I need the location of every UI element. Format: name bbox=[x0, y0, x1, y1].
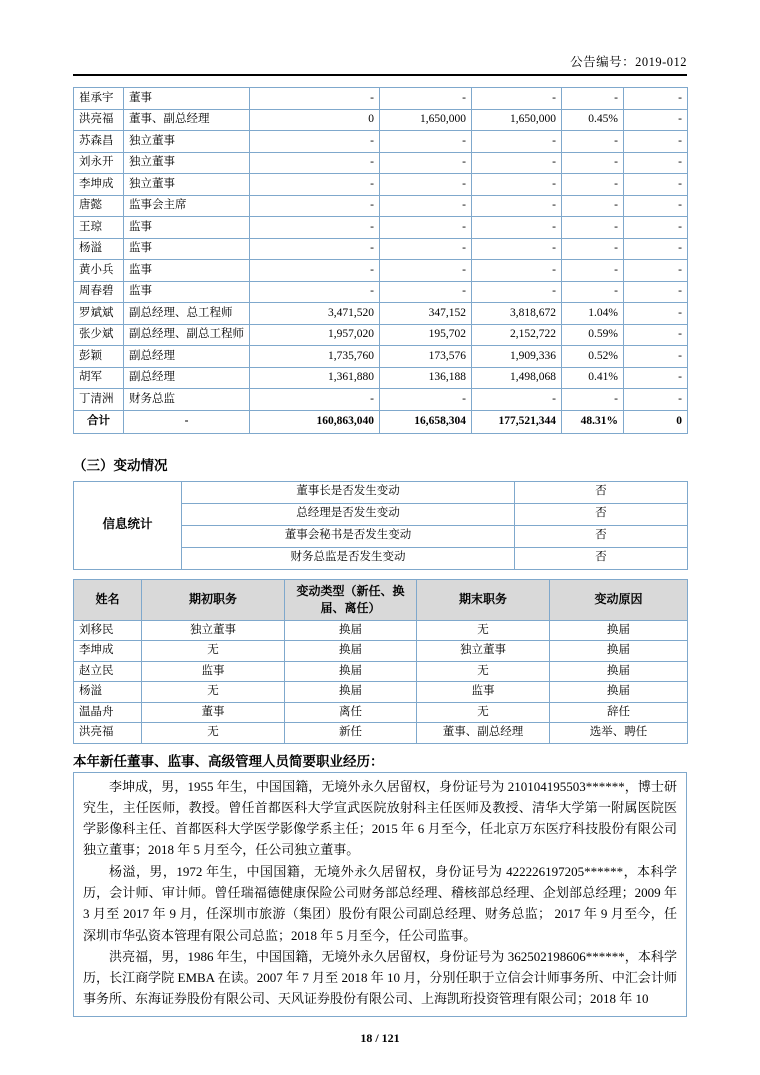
header-begin-position: 期初职务 bbox=[142, 579, 285, 620]
cell-shares-begin: - bbox=[250, 217, 380, 239]
page-number: 18 / 121 bbox=[360, 1030, 400, 1045]
cell-change-reason: 换届 bbox=[550, 620, 688, 641]
cell-begin-position: 独立董事 bbox=[142, 620, 285, 641]
cell-percent: - bbox=[562, 131, 624, 153]
cell-name: 彭颖 bbox=[74, 346, 124, 368]
table-row bbox=[74, 620, 688, 641]
cell-position: 监事会主席 bbox=[124, 195, 250, 217]
cell-percent: - bbox=[562, 260, 624, 282]
table-row bbox=[74, 195, 688, 217]
cell-percent: - bbox=[562, 389, 624, 411]
cell-name: 胡军 bbox=[74, 367, 124, 389]
cell-shares-begin: 3,471,520 bbox=[250, 303, 380, 325]
cell-options: - bbox=[624, 195, 688, 217]
cell-name: 李坤成 bbox=[74, 174, 124, 196]
personnel-change-table bbox=[73, 579, 688, 744]
cell-options: - bbox=[624, 174, 688, 196]
table-row bbox=[74, 131, 688, 153]
cell-begin-position: 无 bbox=[142, 682, 285, 703]
cell-shares-change: - bbox=[380, 174, 472, 196]
cell-shares-end: - bbox=[472, 152, 562, 174]
cell-percent: - bbox=[562, 195, 624, 217]
cell-options: - bbox=[624, 303, 688, 325]
cell-question: 董事长是否发生变动 bbox=[182, 481, 515, 503]
cell-change-reason: 选举、聘任 bbox=[550, 723, 688, 744]
cell-shares-begin: - bbox=[250, 131, 380, 153]
cell-shares-end: - bbox=[472, 195, 562, 217]
cell-name: 洪亮福 bbox=[74, 109, 124, 131]
cell-percent: 1.04% bbox=[562, 303, 624, 325]
header-change-reason: 变动原因 bbox=[550, 579, 688, 620]
cell-answer: 否 bbox=[515, 525, 688, 547]
cell-position: 副总经理、总工程师 bbox=[124, 303, 250, 325]
bio-section-heading: 本年新任董事、监事、高级管理人员简要职业经历： bbox=[73, 753, 384, 769]
notice-number: 公告编号：2019-012 bbox=[570, 55, 687, 69]
cell-position: 独立董事 bbox=[124, 152, 250, 174]
cell-percent: 0.59% bbox=[562, 324, 624, 346]
cell-shares-begin: 1,735,760 bbox=[250, 346, 380, 368]
cell-options: - bbox=[624, 109, 688, 131]
cell-position: 独立董事 bbox=[124, 131, 250, 153]
cell-position: 监事 bbox=[124, 281, 250, 303]
cell-change-type: 换届 bbox=[285, 661, 417, 682]
section-title-changes: （三）变动情况 bbox=[73, 457, 168, 473]
table-row bbox=[74, 367, 688, 389]
cell-end-position: 无 bbox=[417, 661, 550, 682]
cell-position: 监事 bbox=[124, 260, 250, 282]
total-row bbox=[74, 410, 688, 433]
cell-shares-end: - bbox=[472, 389, 562, 411]
cell-options: - bbox=[624, 324, 688, 346]
cell-begin-position: 董事 bbox=[142, 702, 285, 723]
cell-position: 副总经理 bbox=[124, 367, 250, 389]
table-row bbox=[74, 88, 688, 110]
cell-shares-change: 195,702 bbox=[380, 324, 472, 346]
cell-begin-position: 无 bbox=[142, 641, 285, 662]
cell-name: 苏森昌 bbox=[74, 131, 124, 153]
cell-position: 副总经理 bbox=[124, 346, 250, 368]
cell-position: 副总经理、副总工程师 bbox=[124, 324, 250, 346]
table-row bbox=[74, 303, 688, 325]
cell-shares-change: - bbox=[380, 217, 472, 239]
cell-shares-begin: - bbox=[250, 174, 380, 196]
table-row bbox=[74, 109, 688, 131]
cell-name: 王琼 bbox=[74, 217, 124, 239]
cell-shares-begin: - bbox=[250, 152, 380, 174]
cell-position: 董事 bbox=[124, 88, 250, 110]
cell-total-shares-end: 177,521,344 bbox=[472, 410, 562, 433]
table-row bbox=[74, 346, 688, 368]
cell-shares-begin: - bbox=[250, 389, 380, 411]
cell-name: 赵立民 bbox=[74, 661, 142, 682]
cell-shares-change: - bbox=[380, 238, 472, 260]
cell-name: 李坤成 bbox=[74, 641, 142, 662]
cell-name: 杨溢 bbox=[74, 238, 124, 260]
cell-end-position: 无 bbox=[417, 702, 550, 723]
cell-begin-position: 无 bbox=[142, 723, 285, 744]
cell-question: 总经理是否发生变动 bbox=[182, 503, 515, 525]
cell-position: 监事 bbox=[124, 217, 250, 239]
cell-name: 周春碧 bbox=[74, 281, 124, 303]
cell-position: 监事 bbox=[124, 238, 250, 260]
bio-paragraph: 杨溢，男，1972 年生，中国国籍，无境外永久居留权，身份证号为 422226197205******，本科学历，会计师、审计师。曾任瑞福德健康保险公司财务部总经理、稽核部总经理、企划部总经理；2009 年 3 月至 2017 年 9 月，任深圳市旅游（集团）股份有限公司副总经理、财务总监； 2017 年 9 月至今，任深圳市华弘资本管理有限公司总监；2018 年 5 月至今，任公司监事。 bbox=[83, 863, 677, 943]
header-divider bbox=[73, 74, 687, 76]
cell-position: 独立董事 bbox=[124, 174, 250, 196]
cell-name: 刘移民 bbox=[74, 620, 142, 641]
cell-total-options: 0 bbox=[624, 410, 688, 433]
cell-percent: 0.52% bbox=[562, 346, 624, 368]
header-end-position: 期末职务 bbox=[417, 579, 550, 620]
cell-shares-end: - bbox=[472, 238, 562, 260]
cell-name: 温晶舟 bbox=[74, 702, 142, 723]
cell-percent: 0.45% bbox=[562, 109, 624, 131]
shareholding-table bbox=[73, 87, 688, 434]
cell-shares-end: 2,152,722 bbox=[472, 324, 562, 346]
cell-shares-begin: - bbox=[250, 195, 380, 217]
cell-shares-end: - bbox=[472, 217, 562, 239]
cell-change-type: 换届 bbox=[285, 620, 417, 641]
cell-shares-begin: 1,957,020 bbox=[250, 324, 380, 346]
cell-shares-change: 1,650,000 bbox=[380, 109, 472, 131]
cell-options: - bbox=[624, 346, 688, 368]
cell-question: 董事会秘书是否发生变动 bbox=[182, 525, 515, 547]
cell-name: 丁清洲 bbox=[74, 389, 124, 411]
cell-percent: - bbox=[562, 88, 624, 110]
cell-shares-change: 347,152 bbox=[380, 303, 472, 325]
cell-end-position: 无 bbox=[417, 620, 550, 641]
table-row bbox=[74, 281, 688, 303]
cell-answer: 否 bbox=[515, 503, 688, 525]
table-row bbox=[74, 723, 688, 744]
cell-percent: - bbox=[562, 217, 624, 239]
cell-name: 黄小兵 bbox=[74, 260, 124, 282]
cell-name: 罗斌斌 bbox=[74, 303, 124, 325]
table-row bbox=[74, 661, 688, 682]
cell-shares-change: 136,188 bbox=[380, 367, 472, 389]
info-statistics-label: 信息统计 bbox=[74, 481, 182, 569]
cell-name: 杨溢 bbox=[74, 682, 142, 703]
table-row bbox=[74, 702, 688, 723]
cell-shares-change: - bbox=[380, 152, 472, 174]
cell-total-label: 合计 bbox=[74, 410, 124, 433]
cell-options: - bbox=[624, 367, 688, 389]
cell-shares-change: 173,576 bbox=[380, 346, 472, 368]
cell-shares-end: - bbox=[472, 281, 562, 303]
cell-shares-end: 1,650,000 bbox=[472, 109, 562, 131]
cell-shares-end: 3,818,672 bbox=[472, 303, 562, 325]
cell-shares-change: - bbox=[380, 88, 472, 110]
cell-name: 洪亮福 bbox=[74, 723, 142, 744]
cell-shares-end: - bbox=[472, 260, 562, 282]
cell-percent: - bbox=[562, 152, 624, 174]
cell-total-percent: 48.31% bbox=[562, 410, 624, 433]
cell-percent: - bbox=[562, 281, 624, 303]
cell-percent: - bbox=[562, 238, 624, 260]
cell-question: 财务总监是否发生变动 bbox=[182, 547, 515, 569]
cell-options: - bbox=[624, 217, 688, 239]
table-row bbox=[74, 481, 688, 503]
cell-shares-begin: - bbox=[250, 88, 380, 110]
cell-answer: 否 bbox=[515, 481, 688, 503]
cell-shares-change: - bbox=[380, 281, 472, 303]
cell-options: - bbox=[624, 281, 688, 303]
table-row bbox=[74, 217, 688, 239]
cell-end-position: 独立董事 bbox=[417, 641, 550, 662]
cell-change-reason: 换届 bbox=[550, 682, 688, 703]
cell-name: 张少斌 bbox=[74, 324, 124, 346]
cell-shares-change: - bbox=[380, 260, 472, 282]
cell-position: 董事、副总经理 bbox=[124, 109, 250, 131]
table-row bbox=[74, 682, 688, 703]
cell-shares-begin: - bbox=[250, 281, 380, 303]
table-row bbox=[74, 152, 688, 174]
cell-total-shares-begin: 160,863,040 bbox=[250, 410, 380, 433]
cell-options: - bbox=[624, 152, 688, 174]
bio-paragraph: 李坤成，男，1955 年生，中国国籍，无境外永久居留权，身份证号为 210104195503******，博士研究生，主任医师，教授。曾任首都医科大学宣武医院放射科主任医师及教授、清华大学第一附属医院医学影像科主任、首都医科大学医学影像学系主任；2015 年 6 月至今，任北京万东医疗科技股份有限公司独立董事；2018 年 5 月至今，任公司独立董事。 bbox=[83, 778, 677, 858]
cell-shares-end: 1,909,336 bbox=[472, 346, 562, 368]
cell-total-shares-change: 16,658,304 bbox=[380, 410, 472, 433]
info-statistics-table bbox=[73, 481, 688, 570]
cell-change-type: 换届 bbox=[285, 682, 417, 703]
cell-position: 财务总监 bbox=[124, 389, 250, 411]
cell-shares-change: - bbox=[380, 389, 472, 411]
cell-shares-change: - bbox=[380, 195, 472, 217]
cell-end-position: 监事 bbox=[417, 682, 550, 703]
table-row bbox=[74, 389, 688, 411]
cell-change-type: 离任 bbox=[285, 702, 417, 723]
table-row bbox=[74, 238, 688, 260]
cell-name: 唐懿 bbox=[74, 195, 124, 217]
cell-change-type: 新任 bbox=[285, 723, 417, 744]
cell-shares-end: - bbox=[472, 88, 562, 110]
cell-shares-begin: 0 bbox=[250, 109, 380, 131]
cell-percent: - bbox=[562, 174, 624, 196]
table-row bbox=[74, 174, 688, 196]
cell-shares-begin: 1,361,880 bbox=[250, 367, 380, 389]
cell-name: 刘永开 bbox=[74, 152, 124, 174]
cell-name: 崔承宇 bbox=[74, 88, 124, 110]
cell-options: - bbox=[624, 131, 688, 153]
cell-change-reason: 辞任 bbox=[550, 702, 688, 723]
cell-options: - bbox=[624, 389, 688, 411]
bio-text-box bbox=[73, 772, 687, 1017]
cell-total-position: - bbox=[124, 410, 250, 433]
cell-shares-change: - bbox=[380, 131, 472, 153]
cell-answer: 否 bbox=[515, 547, 688, 569]
cell-shares-end: 1,498,068 bbox=[472, 367, 562, 389]
cell-end-position: 董事、副总经理 bbox=[417, 723, 550, 744]
cell-change-reason: 换届 bbox=[550, 641, 688, 662]
cell-options: - bbox=[624, 88, 688, 110]
cell-options: - bbox=[624, 238, 688, 260]
cell-change-type: 换届 bbox=[285, 641, 417, 662]
cell-shares-begin: - bbox=[250, 260, 380, 282]
table-header-row bbox=[74, 579, 688, 620]
table-row bbox=[74, 641, 688, 662]
cell-begin-position: 监事 bbox=[142, 661, 285, 682]
cell-options: - bbox=[624, 260, 688, 282]
table-row bbox=[74, 260, 688, 282]
header-change-type: 变动类型（新任、换届、离任） bbox=[285, 579, 417, 620]
table-row bbox=[74, 324, 688, 346]
cell-change-reason: 换届 bbox=[550, 661, 688, 682]
cell-percent: 0.41% bbox=[562, 367, 624, 389]
cell-shares-end: - bbox=[472, 131, 562, 153]
header-name: 姓名 bbox=[74, 579, 142, 620]
cell-shares-begin: - bbox=[250, 238, 380, 260]
cell-shares-end: - bbox=[472, 174, 562, 196]
bio-paragraph: 洪亮福，男，1986 年生，中国国籍，无境外永久居留权，身份证号为 362502198606******，本科学历，长江商学院 EMBA 在读。2007 年 7 月至 2018 年 10 月，分别任职于立信会计师事务所、中汇会计师事务所、东海证券股份有限公司、天风证券股份有限公司、上海凯珩投资管理有限公司；2018 年 10 bbox=[83, 948, 677, 1007]
